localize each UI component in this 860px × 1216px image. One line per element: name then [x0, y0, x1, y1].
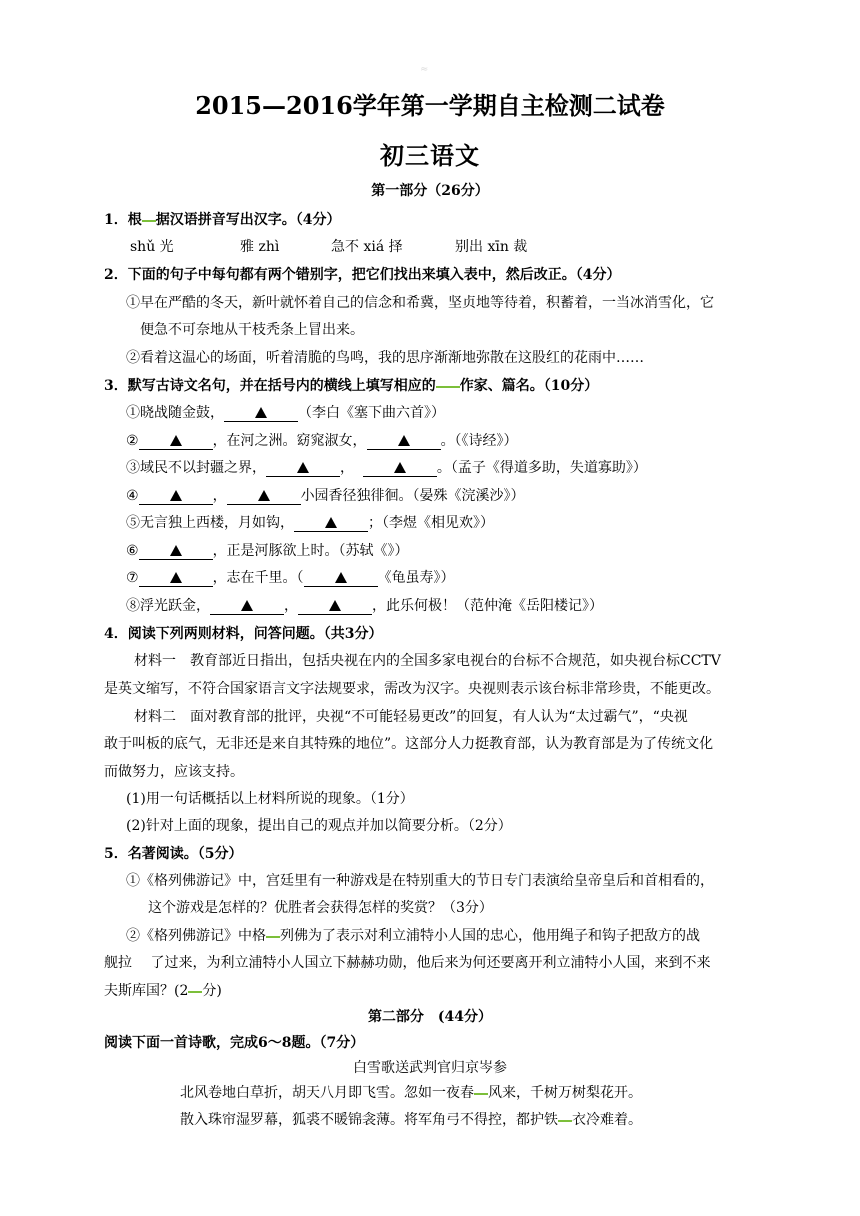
answer-blank[interactable]: [227, 489, 301, 505]
q4-sub-2: (2)针对上面的现象，提出自己的观点并加以简要分析。（2分）: [126, 818, 512, 834]
q1-stem: 1．根 据汉语拼音写出汉字。（4分）: [104, 212, 341, 228]
q4-material-1b: 是英文缩写，不符合国家语言文字法规要求，需改为汉字。央视则表示该台标非常珍贵，不能更改。: [104, 681, 720, 697]
answer-blank[interactable]: [224, 406, 298, 422]
q2-stem: 2．下面的句子中每句都有两个错别字，把它们找出来填入表中，然后改正。（4分）: [104, 267, 621, 283]
answer-blank[interactable]: [304, 571, 378, 587]
answer-blank[interactable]: [298, 599, 372, 615]
q3-line-2: ② ，在河之洲。窈窕淑女， 。（《诗经》）: [126, 433, 518, 449]
q4-stem: 4．阅读下列两则材料，问答问题。（共3分）: [104, 626, 383, 642]
answer-blank[interactable]: [210, 599, 284, 615]
triangle-marker-icon: [394, 462, 406, 473]
watermark-mark: ≈: [420, 64, 429, 75]
q3-stem: 3．默写古诗文名句，并在括号内的横线上填写相应的 作家、篇名。（10分）: [104, 378, 599, 394]
q2-sentence-2: ②看着这温心的场面，听着清脆的鸟鸣，我的思序渐渐地弥散在这股红的花雨中……: [126, 350, 644, 366]
q2-sentence-1a: ①早在严酷的冬天，新叶就怀着自己的信念和希冀，坚贞地等待着，积蓄着，一当冰消雪化，它: [126, 295, 714, 311]
q3-line-4: ④ ， 小园香径独徘徊。（晏殊《浣溪沙》）: [126, 488, 525, 504]
q4-material-2c: 而做努力，应该支持。: [104, 764, 244, 780]
q4-material-2b: 敢于叫板的底气，无非还是来自其特殊的地位”。这部分人力挺教育部，认为教育部是为了传统文化: [104, 736, 714, 752]
answer-blank[interactable]: [139, 571, 213, 587]
green-mark: [266, 930, 280, 938]
triangle-marker-icon: [170, 490, 182, 501]
part2-intro: 阅读下面一首诗歌，完成6～8题。（7分）: [104, 1035, 365, 1051]
q5-stem: 5．名著阅读。（5分）: [104, 846, 243, 862]
poem-line-1: 北风卷地白草折，胡天八月即飞雪。忽如一夜春 风来，千树万树梨花开。: [180, 1085, 642, 1101]
q2-sentence-1b: 便急不可奈地从干枝秃条上冒出来。: [140, 322, 364, 338]
answer-blank[interactable]: [294, 516, 368, 532]
triangle-marker-icon: [241, 600, 253, 611]
triangle-marker-icon: [170, 545, 182, 556]
answer-blank[interactable]: [139, 544, 213, 560]
q5-item-1b: 这个游戏是怎样的？优胜者会获得怎样的奖赏？（3分）: [148, 900, 493, 916]
q3-line-3: ③域民不以封疆之界， ， 。（孟子《得道多助，失道寡助》）: [126, 460, 647, 476]
triangle-marker-icon: [170, 572, 182, 583]
q3-line-6: ⑥ ，正是河豚欲上时。（苏轼《》）: [126, 543, 409, 559]
triangle-marker-icon: [329, 600, 341, 611]
q5-item-2c: 夫斯库国？(2 分): [104, 983, 222, 999]
poem-title: 白雪歌送武判官归京岑参: [353, 1060, 507, 1076]
answer-blank[interactable]: [367, 434, 441, 450]
q1-item-3: 急不 xiá 择: [331, 239, 403, 255]
q4-sub-1: (1)用一句话概括以上材料所说的现象。（1分）: [126, 791, 414, 807]
q3-line-1: ①晓战随金鼓， （李白《塞下曲六首》）: [126, 405, 445, 421]
page-title: 2015—2016学年第一学期自主检测二试卷: [195, 91, 665, 120]
green-mark: [474, 1087, 488, 1095]
green-mark: [558, 1114, 572, 1122]
answer-blank[interactable]: [139, 434, 213, 450]
triangle-marker-icon: [335, 572, 347, 583]
q3-line-5: ⑤无言独上西楼，月如钩， ；（李煜《相见欢》）: [126, 515, 494, 531]
green-mark: [188, 985, 202, 993]
triangle-marker-icon: [325, 517, 337, 528]
answer-blank[interactable]: [139, 489, 213, 505]
triangle-marker-icon: [297, 462, 309, 473]
triangle-marker-icon: [398, 435, 410, 446]
poem-line-2: 散入珠帘湿罗幕，狐裘不暖锦衾薄。将军角弓不得控，都护铁 衣冷难着。: [180, 1112, 642, 1128]
triangle-marker-icon: [258, 490, 270, 501]
answer-blank[interactable]: [266, 461, 340, 477]
green-mark: [436, 380, 460, 388]
q1-item-4: 别出 xīn 裁: [455, 239, 528, 255]
answer-blank[interactable]: [363, 461, 437, 477]
q5-item-2b: 舰拉 了过来，为利立浦特小人国立下赫赫功勋，他后来为何还要离开利立浦特小人国，来到不来: [104, 955, 711, 971]
triangle-marker-icon: [170, 435, 182, 446]
q1-item-1: shǔ 光: [130, 239, 174, 255]
q4-material-2a: 材料二 面对教育部的批评，央视“不可能轻易更改”的回复，有人认为“太过霸气”，“央视: [134, 709, 688, 725]
q4-material-1a: 材料一 教育部近日指出，包括央视在内的全国多家电视台的台标不合规范，如央视台标CCTV: [134, 653, 721, 669]
q5-item-1a: ①《格列佛游记》中，宫廷里有一种游戏是在特别重大的节日专门表演给皇帝皇后和首相看的，: [126, 873, 714, 889]
part2-heading: 第二部分 (44分）: [367, 1009, 493, 1025]
q5-item-2a: ②《格列佛游记》中格 列佛为了表示对利立浦特小人国的忠心，他用绳子和钩子把敌方的战: [126, 928, 700, 944]
triangle-marker-icon: [255, 407, 267, 418]
q3-line-7: ⑦ ，志在千里。（ 《龟虽寿》）: [126, 570, 455, 586]
part1-heading: 第一部分（26分）: [371, 183, 489, 199]
q1-item-2: 雅 zhì: [240, 239, 280, 255]
green-mark: [142, 214, 156, 222]
q3-line-8: ⑧浮光跃金， ， ，此乐何极！（范仲淹《岳阳楼记》）: [126, 598, 603, 614]
page-subtitle: 初三语文: [380, 141, 480, 170]
